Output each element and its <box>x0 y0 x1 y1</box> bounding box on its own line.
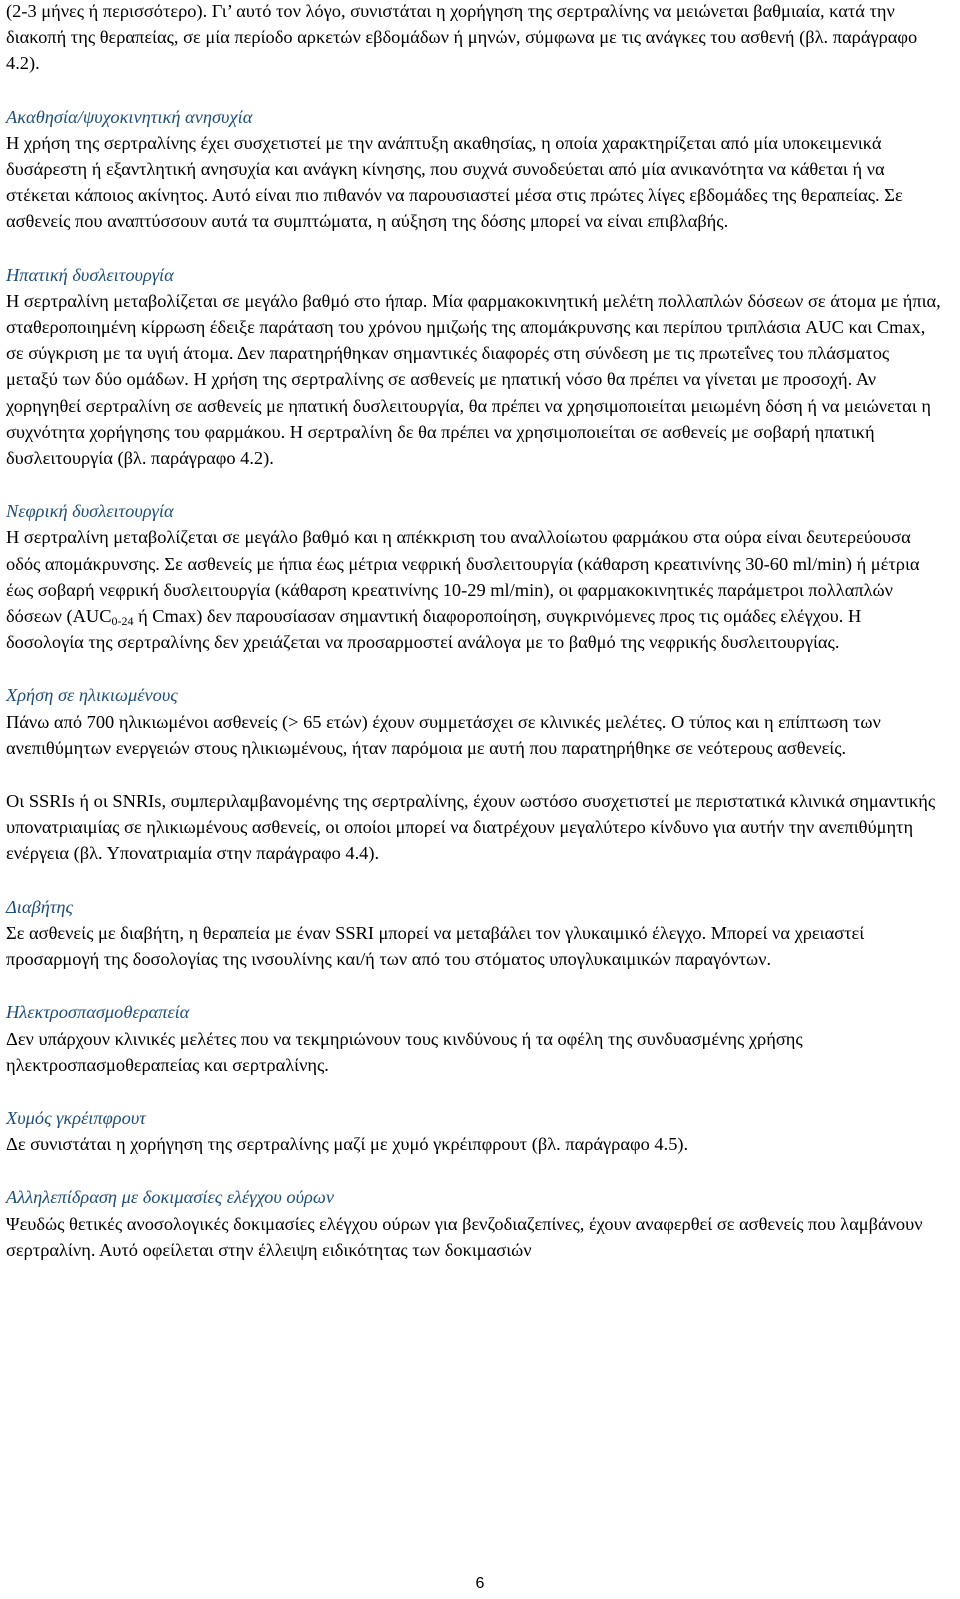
ect-heading: Ηλεκτροσπασμοθεραπεία <box>6 1002 190 1023</box>
ect-paragraph: Δεν υπάρχουν κλινικές μελέτες που να τεκμηριώνουν τους κινδύνους ή τα οφέλη της συνδυασμένης χρήσης ηλεκτροσπασμοθεραπείας και σερτραλίνης. <box>6 1028 803 1075</box>
elderly-heading: Χρήση σε ηλικιωμένους <box>6 685 178 706</box>
paragraph-gap <box>6 1157 941 1184</box>
urine-test-paragraph: Ψευδώς θετικές ανοσολογικές δοκιμασίες ελέγχου ούρων για βενζοδιαζεπίνες, έχουν αναφερθεί σε ασθενείς που λαμβάνουν σερτραλίνη. Αυτό οφείλεται στην έλλειψη ειδικότητας των δοκιμασιών <box>6 1213 923 1260</box>
akathisia-paragraph: Η χρήση της σερτραλίνης έχει συσχετιστεί με την ανάπτυξη ακαθησίας, η οποία χαρακτηρίζεται από μία υποκειμενικά δυσάρεστη ή εξαντλητική ανησυχία και ανάγκη κίνησης, που συχνά συνοδεύεται από μία ανικανότητα να κάθεται ή να στέκεται κάποιος ακίνητος. Αυτό είναι πιο πιθανόν να παρουσιαστεί μέσα στις πρώτες λίγες εβδομάδες της θεραπείας. Σε ασθενείς που αναπτύσσουν αυτά τα συμπτώματα, η αύξηση της δόσης μπορεί να είναι επιβλαβής. <box>6 132 903 232</box>
paragraph-gap <box>6 471 941 498</box>
diabetes-heading: Διαβήτης <box>6 896 74 917</box>
document-page <box>6 0 941 1263</box>
paragraph-gap <box>6 77 941 104</box>
grapefruit-paragraph: Δε συνιστάται η χορήγηση της σερτραλίνης μαζί με χυμό γκρέιπφρουτ (βλ. παράγραφο 4.5). <box>6 1134 689 1155</box>
renal-heading: Νεφρική δυσλειτουργία <box>6 501 174 522</box>
paragraph-gap <box>6 761 941 788</box>
paragraph-gap <box>6 1078 941 1105</box>
urine-test-heading: Αλληλεπίδραση με δοκιμασίες ελέγχου ούρων <box>6 1187 335 1208</box>
paragraph-gap <box>6 867 941 894</box>
paragraph-gap <box>6 235 941 262</box>
diabetes-paragraph: Σε ασθενείς με διαβήτη, η θεραπεία με έναν SSRI μπορεί να μεταβάλει τον γλυκαιμικό έλεγχο. Μπορεί να χρειαστεί προσαρμογή της δοσολογίας της ινσουλίνης και/ή των από του στόματος υπογλυκαιμικών παραγόντων. <box>6 922 865 970</box>
renal-text-part1: Η σερτραλίνη μεταβολίζεται σε μεγάλο βαθμό και η απέκκριση του αναλλοίωτου φαρμάκου στα ούρα είναι δευτερεύουσα οδός απομάκρυνσης. Σε ασθενείς με ήπια έως μέτρια νεφρική δυσλειτουργία (κάθαρση κρεατινίνης 30-60 ml/min) ή μέτρια έως σοβαρή νεφρική δυσλειτουργία (κάθαρση κρεατινίνης 10-29 ml/min), οι φαρμακοκινητικές παράμετροι πολλαπλών δόσεων (AUC <box>6 527 920 627</box>
elderly-paragraph-1: Πάνω από 700 ηλικιωμένοι ασθενείς (> 65 ετών) έχουν συμμετάσχει σε κλινικές μελέτες. Ο τύπος και η επίπτωση των ανεπιθύμητων ενεργειών στους ηλικιωμένους, ήταν παρόμοια με αυτή που παρατηρήθηκε σε νεότερους ασθενείς. <box>6 711 881 758</box>
page-number: 6 <box>475 1575 485 1592</box>
paragraph-gap <box>6 972 941 999</box>
renal-paragraph <box>6 524 941 655</box>
hepatic-paragraph: Η σερτραλίνη μεταβολίζεται σε μεγάλο βαθμό στο ήπαρ. Μία φαρμακοκινητική μελέτη πολλαπλών δόσεων σε άτομα με ήπια, σταθεροποιημένη κίρρωση έδειξε παράταση του χρόνου ημιζωής της απομάκρυνσης και περίπου τριπλάσια AUC και Cmax, σε σύγκριση με τα υγιή άτομα. Δεν παρατηρήθηκαν σημαντικές διαφορές στη σύνδεση με τις πρωτεΐνες του πλάσματος μεταξύ των δύο ομάδων. Η χρήση της σερτραλίνης σε ασθενείς με ηπατική νόσο θα πρέπει να γίνεται με προσοχή. Αν χορηγηθεί σερτραλίνη σε ασθενείς με ηπατική δυσλειτουργία, θα πρέπει να χρησιμοποιείται μειωμένη δόση ή να μειώνεται η συχνότητα χορήγησης του φαρμάκου. Η σερτραλίνη δε θα πρέπει να χρησιμοποιείται σε ασθενείς με σοβαρή ηπατική δυσλειτουργία (βλ. παράγραφο 4.2). <box>6 290 941 469</box>
auc-subscript: 0-24 <box>111 614 134 629</box>
hepatic-heading: Ηπατική δυσλειτουργία <box>6 264 174 285</box>
akathisia-heading: Ακαθησία/ψυχοκινητική ανησυχία <box>6 106 253 127</box>
intro-paragraph: (2-3 μήνες ή περισσότερο). Γι’ αυτό τον λόγο, συνιστάται η χορήγηση της σερτραλίνης να μειώνεται βαθμιαία, κατά την διακοπή της θεραπείας, σε μία περίοδο αρκετών εβδομάδων ή μηνών, σύμφωνα με τις ανάγκες του ασθενή (βλ. παράγραφο 4.2). <box>6 1 918 74</box>
renal-text-part2: ή Cmax) δεν παρουσίασαν σημαντική διαφοροποίηση, συγκρινόμενες προς τις ομάδες ελέγχου. Η δοσολογία της σερτραλίνης δεν χρειάζεται να προσαρμοστεί ανάλογα με το βαθμό της νεφρικής δυσλειτουργίας. <box>6 606 862 653</box>
paragraph-gap <box>6 655 941 682</box>
elderly-paragraph-2: Οι SSRIs ή οι SNRIs, συμπεριλαμβανομένης της σερτραλίνης, έχουν ωστόσο συσχετιστεί με περιστατικά κλινικά σημαντικής υπονατριαιμίας σε ηλικιωμένους ασθενείς, οι οποίοι μπορεί να διατρέχουν μεγαλύτερο κίνδυνο για αυτήν την ανεπιθύμητη ενέργεια (βλ. Υπονατριαμία στην παράγραφο 4.4). <box>6 791 936 864</box>
grapefruit-heading: Χυμός γκρέιπφρουτ <box>6 1107 146 1128</box>
